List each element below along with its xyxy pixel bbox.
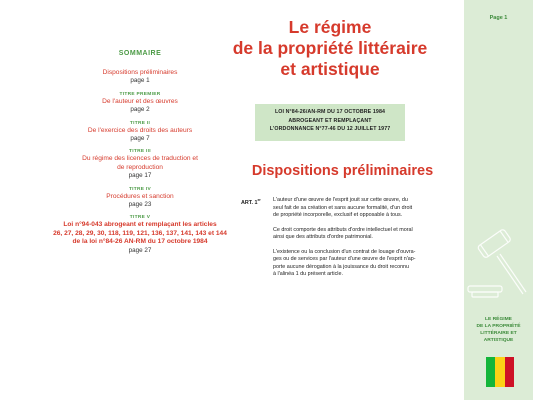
toc-entry-page: page 1 <box>130 77 150 85</box>
mali-flag-icon <box>486 357 514 387</box>
section-title: Dispositions préliminaires <box>251 163 434 179</box>
toc-entry-title: Dispositions préliminaires <box>102 69 178 76</box>
toc-entry[interactable] <box>40 92 240 115</box>
toc-entry-title: De l'exercice des droits des auteurs <box>87 126 193 134</box>
article-label <box>241 198 261 206</box>
toc-entry-title: De l'auteur et des œuvres <box>102 97 178 105</box>
text-line: seul fait de sa création et sans aucune formalité, d'un droit <box>273 204 413 211</box>
text-line: à l'alinéa 1 du présent article. <box>273 271 343 277</box>
flag-stripe-yellow <box>495 357 504 387</box>
sidebar-title-line: ARTISTIQUE <box>483 338 514 343</box>
toc-entry-page: page 17 <box>128 172 152 180</box>
text-line: L'auteur d'une œuvre de l'esprit jouit sur cette œuvre, du <box>273 197 408 203</box>
toc-titre-label: TITRE III <box>129 149 151 155</box>
toc-titre-label: TITRE V <box>129 215 151 221</box>
article-paragraph <box>273 227 443 242</box>
toc-entry-title: Du régime des licences de traduction et <box>82 155 198 163</box>
gavel-icon <box>466 222 530 302</box>
toc-entry[interactable] <box>40 215 240 255</box>
law-line: LOI N°84-26/AN-RM DU 17 OCTOBRE 1984 <box>274 109 386 115</box>
article-paragraph <box>273 249 443 279</box>
title-line: de la propriété littéraire <box>232 38 428 58</box>
flag-stripe-red <box>505 357 514 387</box>
toc-entry-page: page 27 <box>128 246 152 254</box>
toc-entry[interactable] <box>40 149 240 180</box>
title-line: et artistique <box>280 59 380 79</box>
toc-entry-page: page 23 <box>128 201 152 209</box>
toc-entry-title: Procédures et sanction <box>106 192 174 200</box>
toc-entry-page: page 2 <box>130 106 150 114</box>
text-line: de propriété incorporelle, exclusif et opposable à tous. <box>273 212 403 218</box>
text-line: ges ou de services par l'auteur d'une œuvre de l'esprit n'ap- <box>273 256 416 262</box>
article-paragraph <box>273 197 443 220</box>
page-number: Page 1 <box>489 15 508 21</box>
sidebar-title-line: LE RÉGIME <box>485 317 512 322</box>
toc-entry[interactable] <box>40 187 240 210</box>
toc-titre-label: TITRE PREMIER <box>119 91 161 97</box>
sidebar-title-line: DE LA PROPRIÉTÉ <box>476 324 521 329</box>
toc-entry-title-cont: de reproduction <box>117 163 163 171</box>
sidebar-title <box>464 316 533 344</box>
toc-entry[interactable] <box>40 121 240 144</box>
law-line: ABROGEANT ET REMPLAÇANT <box>288 117 372 124</box>
title-line: Le régime <box>288 17 372 37</box>
toc-titre-label: TITRE IV <box>128 186 152 192</box>
table-of-contents <box>40 50 240 261</box>
document-title <box>215 17 445 80</box>
article-number: ART. 1 <box>241 199 258 206</box>
flag-stripe-green <box>486 357 495 387</box>
law-line: L'ORDONNANCE N°77-46 DU 12 JUILLET 1977 <box>269 126 391 132</box>
toc-entry-title: Loi n°94-043 abrogeant et remplaçant les articles <box>63 221 217 229</box>
toc-entry-title-cont: 26, 27, 28, 29, 30, 118, 119, 121, 136, 137, 141, 143 et 144 <box>53 229 227 237</box>
toc-entry-page: page 7 <box>130 135 150 143</box>
article-ordinal: er <box>257 198 261 202</box>
sidebar <box>464 0 533 400</box>
article-body <box>273 197 443 286</box>
text-line: porte aucune dérogation à la jouissance du droit reconnu <box>273 263 410 270</box>
toc-entry-title-cont: de la loi n°84-26 AN-RM du 17 octobre 1984 <box>72 238 208 246</box>
text-line: L'existence ou la conclusion d'un contrat de louage d'ouvra- <box>273 248 416 255</box>
text-line: Ce droit comporte des attributs d'ordre intellectuel et moral <box>273 226 413 233</box>
law-reference-box <box>255 104 405 141</box>
sidebar-title-line: LITTÉRAIRE ET <box>480 331 517 336</box>
toc-heading: SOMMAIRE <box>118 50 162 57</box>
toc-titre-label: TITRE II <box>129 120 151 126</box>
text-line: ainsi que des attributs d'ordre patrimonial. <box>273 234 373 240</box>
toc-entry[interactable] <box>40 69 240 86</box>
